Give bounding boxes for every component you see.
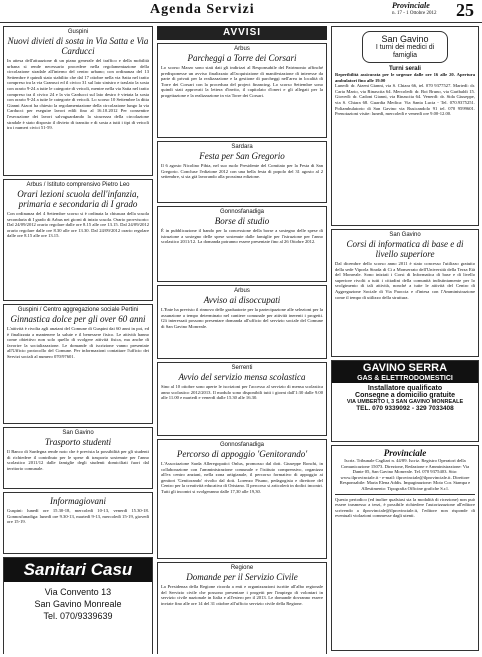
ad-line: Installatore qualificato (367, 385, 443, 392)
article-title: Percorso di appoggio 'Genitorando' (176, 449, 308, 459)
right-column (331, 26, 479, 654)
turni-label: Turni serali (389, 66, 421, 72)
ad-address: Via Convento 13 (44, 587, 112, 597)
article-genitorando (157, 439, 327, 559)
article-text: In attesa dell'attuazione di un piano generale del traffico e della mobilità urbana si rende necessario procedere nella regolamentazione della circolazione stradale all'interno del centro urbano; con ordinanza del 13 Settembre è quindi stato stabilito che dal 17 ottobre nella via Satta nel tratto compreso tra la via Gramsci ed il civico 31 sul lato sinistro e traslato la sosta con orario 9-24 a tutte le categorie di veicoli, mentre nella via Satta nel tratto compreso tra il civico 24 e la via Carducci sul lato destro è vietata la sosta con orario 9-24 a tutte le categorie di veicoli. Lo scorso 10 Settembre la ditta Gianni Atzori ha chiesto la regolamentazione della circolazione lungo la via Carducci per eseguire lavori edili fino al 16.10.2012 Per consentire l'esecuzione dei lavori salvaguardando la sicurezza della circolazione stradale è stato disposto il divieto di transito e di sosta a tutti i tipi di veicoli tra i numeri civici 51-59. (7, 58, 149, 131)
ad-title: GAVINO SERRA (332, 361, 478, 375)
ad-address: VIA UMBERTO I, 3 SAN GAVINO MONREALE (346, 399, 464, 405)
article-borse (157, 206, 327, 282)
turni-text: Lunedì: dr. Atzeni Gianni, via S. Chiara 66, tel. 070 9377527. Martedì: dr. Caria Mario, via Rinascita 64. Mercoledì: dr. Boi Bruno, via Garibaldi 15. Giovedì: dr. Cadoni Gianni, via Rinascita 64. Venerdì: dr. Sida Giuseppe, via S. Chiara 68. Guardia Medica: Via Santa Lucia - Tel. 070.9375251. Poliambulatorio di San Gavino via Rusicandolo 91 tel. 070 9599601. Prenotazioni visite: lunedì, mercoledì e venerdì ore 9.00-12.00. (335, 83, 475, 117)
medici-title: San Gavino (381, 34, 429, 44)
medici-turni (331, 26, 479, 226)
article-location: Serrenti (231, 365, 253, 371)
article-title: Borse di studio (214, 216, 270, 226)
article-title: Orari lezioni scuola dell'infanzia, primaria e secondaria di I grado (17, 189, 139, 209)
article-location: Arbus / Istituto comprensivo Pietro Leo (26, 182, 130, 188)
article-ginnastica (3, 304, 153, 424)
medici-subtitle: I turni dei medici di famiglia (375, 44, 435, 59)
ad-sanitari-casu (3, 557, 153, 654)
ad-title: Sanitari Casu (4, 558, 152, 582)
article-text: Con ordinanza del 4 Settembre scorso si è ordinata la chiusura della scuola secondaria di I grado di Arbus nei giorni di inizio scuola. Orario provvisorio: Dal 24/09/2012 orario regolare dalle ore 8.15 alle ore 13.15. Dal 24/09/2012 orario regolare dalle ore 8.30 alle ore 13.30. Dal 24/09/2012 orario regolare dalle ore 8.15 alle ore 13.15. (7, 211, 149, 239)
article-text: Sino al 10 ottobre sono aperte le iscrizioni per l'accesso al servizio di mensa scolastica anno scolastico 2012/2013. Il modulo sono disponibili tutti i giorni dall'1:30 dalle 9.00 alle 11.00 e martedì e venerdì dalle 15.30 alle 16.30. (161, 384, 323, 401)
article-location: Regione (230, 565, 254, 571)
article-title: Trasporto studenti (44, 437, 112, 447)
colophon-text: Iscriz. Tribunale Cagliari n. 44/89. Iscriz. Registro Operatori della Comunicazione 15073. Direzione, Redazione e Amministrazione: Via Dante 05, San Gavino Monreale. Tel. 070 9375403. Sito: www.ilprovinciale.it - e-mail: ilprovinciale@ilprovinciale.it. Direttore Responsabile: Maria Elena Addis. Impaginazione: Moto Cor. Stampa e Allestimento: Tipografia Officine grafiche S.r.l. (339, 458, 471, 491)
page-title: Agenda Servizi (150, 2, 255, 17)
article-title: Corsi di informatica di base e di livello superiore (346, 239, 464, 259)
article-mensa (157, 362, 327, 436)
brand-logo: Provinciale (392, 1, 430, 10)
medici-header (362, 31, 448, 63)
article-location: San Gavino (62, 430, 94, 436)
ad-gavino-serra (331, 360, 479, 442)
turni-note: Reperibilità assicurata per le urgenze dalle ore 16 alle 20. Apertura ambulatori fino alle 19.00 (335, 72, 475, 83)
article-location: Gonnosfanadiga (219, 209, 265, 215)
article-text: Guspini: lunedì ore 15.30-18, mercoledì 10-13, venerdì 15.30-18. Gonnosfanadiga: lunedì ore 9.30-13, martedì 9-13, mercoledì 15-19, giovedì ore 15-19. (7, 508, 149, 525)
colophon-logo: Provinciale (383, 448, 427, 458)
article-servizio-civile (157, 562, 327, 654)
article-location: Sardara (231, 144, 253, 150)
article-title: Festa per San Gregorio (199, 151, 285, 161)
article-location: San Gavino (389, 232, 421, 238)
article-parcheggi (157, 43, 327, 138)
article-text: La Presidenza della Regione ricorda a enti e organizzazioni iscritte all'albo regionale del Servizio civile che possono presentare i progetti per l'impiego di volontari in servizio civile nazionale in Italia e all'estero per il 2013. Le domande dovranno essere inviate fino alle ore 14 del 31 ottobre all'ufficio servizio civile della Regione. (161, 584, 323, 606)
section-avvisi: AVVISI (157, 26, 327, 40)
article-location: Gonnosfanadiga (219, 442, 265, 448)
article-san-gregorio (157, 141, 327, 203)
middle-column (157, 26, 327, 654)
article-title: Avvio del servizio mensa scolastica (178, 372, 306, 382)
article-title: Informagiovani (50, 496, 106, 506)
colophon (331, 445, 479, 651)
ad-line: Consegne a domicilio gratuite (355, 392, 455, 399)
ad-phone: Tel. 070/9339639 (43, 611, 113, 621)
article-title: Ginnastica dolce per gli over 60 anni (10, 314, 146, 324)
article-title: Avviso ai disoccupati (203, 295, 281, 305)
issue-date: n. 17 - 1 Ottobre 2012 (392, 11, 437, 16)
article-location: Guspini / Centro aggregazione sociale Pertini (17, 307, 139, 313)
article-text: L'Associazione Sarda Alleregopatici Onlus, promosso dal dott. Giuseppe Ronchi, in collaborazione con l'amministrazione comunale e l'istituto comprensivo, organizza all'ex centro anziani, nella zona artigianale, il percorso formativo di appoggio ai genitori 'Genitorando' rivolto dal dott. Lorenzo Pisano, pedagogista e direttore del Centro per la creatività educativa di Oristano. Il percorso si articolerà in dodici incontri. Tutti gli incontri si svolgeranno dalle 17,30 alle 19,30. (161, 461, 323, 494)
ad-subtitle: GAS & ELETTRODOMESTICI (332, 375, 478, 383)
article-text: Il 6 agosto Nicolino Pibia, nel suo ruolo Presidente del Comitato per la Festa di San Gregorio. Concluse l'edizione 2012 con una bella festa di popolo del 31 agosto al 2 settembre, si sta già lavorando alla prossima edizione. (161, 163, 323, 180)
left-column (3, 26, 153, 654)
colophon-warning: Questo periodico (ed inoltre qualsiasi sia la modalità di ricezione) non può essere trasmesso a terzi, è possibile richiedere l'autorizzazione all'editore scrivendo a ilprovinciale@ilprovinciale.it, l'editore non risponde di eventuali violazioni commesse dagli utenti. (335, 494, 475, 519)
article-location: Arbus (234, 46, 250, 52)
article-title: Parcheggi a Torre dei Corsari (187, 53, 297, 63)
page-number: 25 (456, 0, 474, 20)
article-title: Domande per il Servizio Civile (186, 572, 298, 582)
article-sosta (3, 26, 153, 176)
article-corsi (331, 229, 479, 357)
article-text: Il Banco di Sardegna rende noto che è prevista la possibilità per gli studenti di richiedere il contributo per le spese di trasporto sostenute per l'anno scolastico 2011/12 dalle famiglie degli studenti domiciliati fuori dal territorio comunale. (7, 449, 149, 471)
article-text: È in pubblicazione il bando per la concessione della borse a sostegno delle spese di istruzione a sostegno delle spese sostenute dalle famiglie per l'istruzione per l'anno scolastico 2011/12. La domanda potranno essere presentate fino al 26 Ottobre 2012. (161, 228, 323, 245)
ad-phone: TEL. 070 9339092 - 329 7033408 (356, 405, 454, 412)
article-title: Nuovi divieti di sosta in Via Satta e Via Carducci (7, 36, 149, 56)
article-orari (3, 179, 153, 301)
article-text: Dal dicembre dello scorso anno 2011 è stato concesso l'utilizzo gratuito della sede Viporla Strada di Ci a Monserrato dell'Università della Terza Età del Monreale. Sono iniziati i Corsi di Informatica di base e di livello superiore rivolti a tutti i cittadini della comunità indistintamente per lo svolgimento di tali attività, nonché a tutte le attività del Centro di Aggregazione Sociale di Via Paoccia e d'intesa con l'Amministrazione come il tempo di utilizzo della struttura. (335, 261, 475, 300)
article-disoccupati (157, 285, 327, 359)
ad-city: San Gavino Monreale (34, 599, 122, 609)
article-informagiovani (3, 492, 153, 554)
article-location: Arbus (234, 288, 250, 294)
article-text: Lo scorso Marzo sono stati dati gli indirizzi al Responsabile del Patrimonio affinché predisponesse un avviso finalizzato all'acquisizione di manifestazione di interesse da parte di privati per la realizzazione e la gestione di parcheggi nell'area in località di Torre dei Corsari con la procedura del project financing. Lo scorso Settembre sono quindi stati approvati la lettera d'invito, il capitolato d'oneri e gli allegati per la progettazione e la realizzazione in via Torre dei Corsari. (161, 65, 323, 98)
article-trasporto (3, 427, 153, 489)
article-text: L'attività è rivolta agli anziani del Comune di Guspini dai 60 anni in poi, ed è finalizzata a mantenere la salute e il benessere fisico. Le attività hanno come obiettivo non solo quello di svolgere attività fisica, ma anche di favorire la socializzazione. Le domande di iscrizione vanno presentate all'Ufficio protocollo del Comune. Per informazioni contattare l'ufficio dei Servizi sociali al numero 070/97601. (7, 326, 149, 359)
page-header (0, 0, 482, 23)
article-text: L'Ente ha previsto il rinnovo delle graduatorie per la partecipazione alle selezioni per la assunzione a tempo determinato nel cantiere comunale per attività inerenti i progetti. Gli interessati possono presentare domanda all'ufficio del servizio sociale del Comune di San Gavino Monreale. (161, 307, 323, 329)
article-location: Guspini (67, 29, 89, 35)
